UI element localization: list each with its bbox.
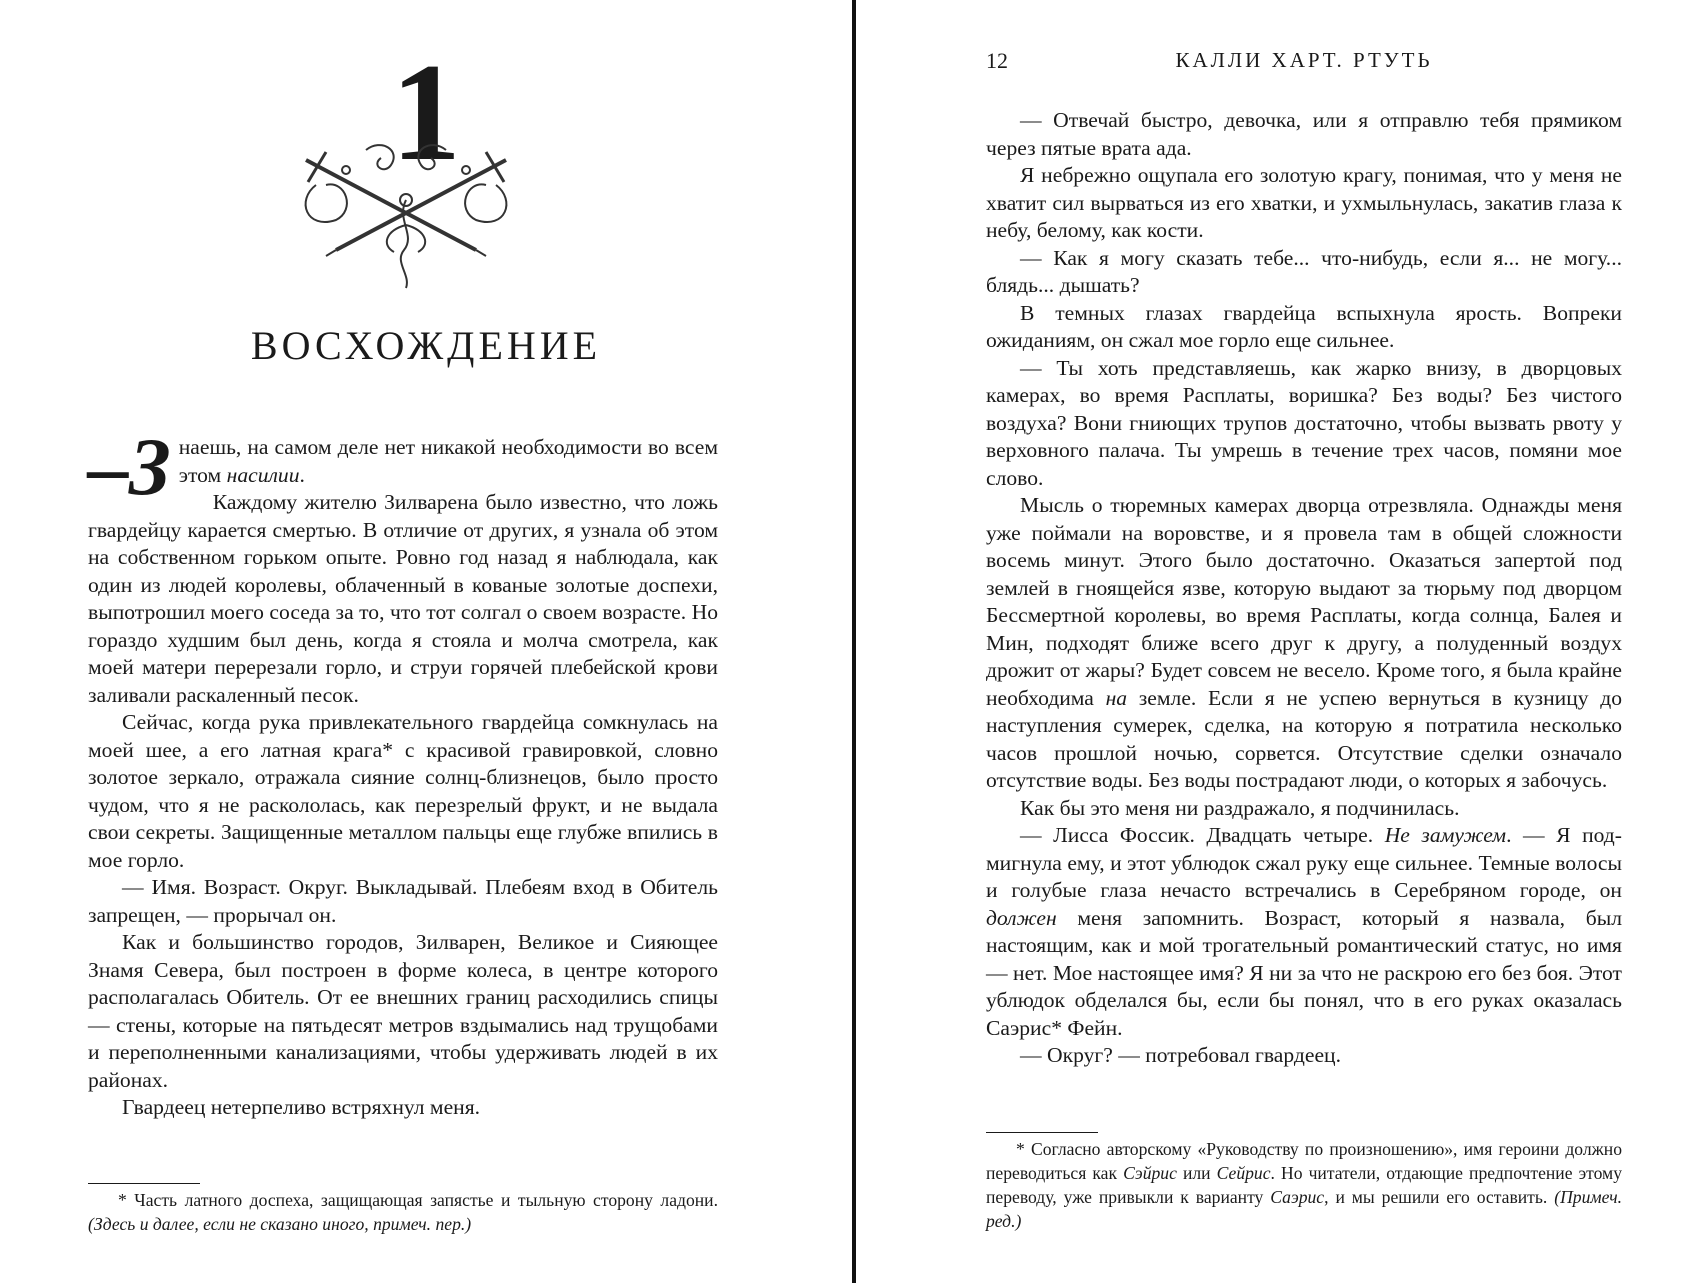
footnote-text: * Часть латного доспеха, защищающая запястье и тыльную сторону ладони. xyxy=(118,1190,718,1210)
footnote-text: или xyxy=(1182,1163,1211,1183)
text-span: . — Я подмигнула ему, и этот ублюдок сжал руку еще сильнее. Темные волосы и голубые глаза нечасто встречались в Серебряном городе, он xyxy=(986,823,1622,902)
opening-paragraph xyxy=(88,421,718,512)
opening-italic: насилии xyxy=(226,462,300,487)
text-span: земле. Если я не успею вернуться в кузницу до наступления сумерек, сделка, на которую я потратила несколько часов прошлой ночью, сорвется. Отсутствие сделки означало отсутствие воды. Без воды пострадают люди, о которых я забочусь. xyxy=(986,685,1622,792)
paragraph: — Имя. Возраст. Округ. Выкладывай. Плебеям вход в Обитель запрещен, — прорычал он. xyxy=(88,875,718,927)
left-footnote xyxy=(88,1188,718,1236)
footnote-text: . Но читатели, отдающие предпочтение этому переводу, уже привыкли к варианту xyxy=(986,1163,1622,1207)
left-page xyxy=(0,0,852,1283)
paragraph: — Округ? — потребовал гвардеец. xyxy=(1020,1043,1341,1067)
crossed-swords-ornament-icon xyxy=(286,140,526,290)
paragraph: Как бы это меня ни раздражало, я подчинилась. xyxy=(1020,795,1460,820)
opening-end: . xyxy=(299,462,305,487)
paragraph xyxy=(986,822,1622,1042)
right-footnote xyxy=(986,1137,1622,1233)
paragraph: Каждому жителю Зилварена было известно, что ложь гвардейцу карается смертью. В отличие от других, я узнала об этом на собственном горьком опыте. Ровно год назад я наблюдала, как один из людей королевы, облаченный в кованые золотые доспехи, выпотрошил моего соседа за то, что тот солгал о своем возрасте. Но гораздо худшим был день, когда я стояла и молча смотрела, как моей матери перерезали горло, и струи горячей плебейской крови заливали раскаленный песок. xyxy=(88,490,718,707)
paragraph: Гвардеец нетерпеливо встряхнул меня. xyxy=(122,1095,481,1119)
page-gutter xyxy=(852,0,856,1283)
footnote-text: * Согласно авторскому «Руководству по произношению», имя героини должно переводиться как xyxy=(986,1139,1622,1183)
left-body-text xyxy=(88,421,718,1122)
running-head xyxy=(986,48,1622,82)
text-span: меня запомнить. Возраст, который я назвала, был настоящим, как и мой трогательный романтический статус, но имя — нет. Мое настоящее имя? Я ни за что не раскрою его без боя. Этот ублюдок обделался бы, если бы понял, что в его руках оказалась Саэрис* Фейн. xyxy=(986,905,1622,1040)
italic-span: на xyxy=(1105,685,1128,710)
paragraph: Я небрежно ощупала его золотую крагу, понимая, что у меня не хватит сил вырваться из его хватки, и ухмыльнулась, закатив глаза к небу, белому, как кости. xyxy=(986,163,1622,242)
footnote-italic: (Здесь и далее, если не сказано иного, примеч. пер.) xyxy=(88,1214,472,1234)
footnote-italic: Сейрис xyxy=(1216,1163,1271,1183)
paragraph: — Отвечай быстро, девочка, или я отправлю тебя прямиком через пятые врата ада. xyxy=(986,108,1622,160)
paragraph: — Ты хоть представляешь, как жарко внизу, в дворцовых камерах, во время Расплаты, воришка? Без воды? Без чистого воздуха? Вони гниющих трупов достаточно, чтобы вызвать рвоту у верховного палача. Ты умрешь в течение трех часов, помяни мое слово. xyxy=(986,355,1622,490)
opening-dash: – xyxy=(88,421,129,512)
footnote-italic: Сэйрис xyxy=(1123,1163,1177,1183)
text-span: — Лисса Фоссик. Двадцать четыре. xyxy=(1020,823,1374,847)
footnote-rule xyxy=(88,1183,200,1184)
paragraph xyxy=(986,492,1622,795)
running-head-title: КАЛЛИ ХАРТ. РТУТЬ xyxy=(1175,48,1433,72)
footnote-text: , и мы решили его оставить. xyxy=(1324,1187,1548,1207)
chapter-title: ВОСХОЖДЕНИЕ xyxy=(250,323,602,368)
paragraph: Как и большинство городов, Зилварен, Великое и Сияющее Знамя Севера, был построен в форме колеса, в центре которого располагалась Обитель. От ее внешних границ расходились спицы — стены, которые на пятьдесят метров вздымались над трущобами и переполненными канализациями, чтобы удерживать людей в их районах. xyxy=(88,930,718,1092)
paragraph: — Как я могу сказать тебе... что-нибудь, если я... не могу... блядь... дышать? xyxy=(986,245,1622,297)
drop-cap xyxy=(88,421,171,512)
footnote-italic: Саэрис xyxy=(1270,1187,1325,1207)
page-number: 12 xyxy=(986,48,1008,73)
dropcap-letter: З xyxy=(129,421,171,512)
paragraph: Сейчас, когда рука привлекательного гвардейца сомкнулась на моей шее, а его латная крага* с красивой гравировкой, словно золотое зеркало, отражала сияние солнц-близнецов, было просто чудом, что я не раскололась, как перезрелый фрукт, и не выдала свои секреты. Защищенные металлом пальцы еще глубже впились в мое горло. xyxy=(88,710,718,872)
footnote-italic: (Примеч. ред.) xyxy=(986,1187,1622,1231)
right-body-text xyxy=(986,107,1622,1070)
paragraph: В темных глазах гвардейца вспыхнула ярость. Вопреки ожиданиям, он сжал мое горло еще сильнее. xyxy=(986,300,1622,352)
chapter-number: 1 xyxy=(391,35,461,190)
italic-span: должен xyxy=(986,905,1057,930)
italic-span: Не замужем xyxy=(1384,823,1507,847)
text-span: Мысль о тюремных камерах дворца отрезвляла. Однажды меня уже поймали на воровстве, и я провела там в общей сложности восемь минут. Этого было достаточно. Оказаться запертой под землей в гноящейся язве, которую выдают за тюрьму под дворцом Бессмертной королевы, во время Расплаты, когда солнца, Балея и Мин, подходят ближе всего друг к другу, а полуденный воздух дрожит от жары? Будет совсем не весело. Кроме того, я была крайне необходима xyxy=(986,493,1622,710)
opening-line: наешь, на самом деле нет никакой необходимости во всем этом xyxy=(178,435,718,487)
footnote-rule xyxy=(986,1132,1098,1133)
